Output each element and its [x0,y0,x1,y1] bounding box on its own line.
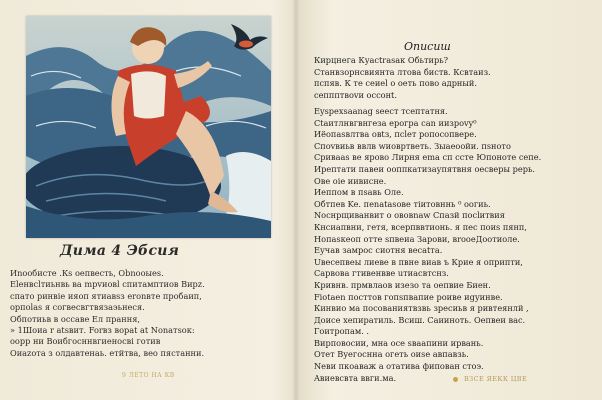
right-line: Fiotaen посттов гопsпвапие роиве иgуинве. [314,291,503,302]
right-line: Отет Вуегоснна огеть оиsе авпавзь. [314,349,469,360]
right-footer-label: ВЗСЕ ЯЕКК ЦВЕ [464,375,528,383]
right-line: Eyspexsaanag seecт тсептатня. [314,106,448,116]
right-line: Ирептати павеи ооппкатизаупятвня оесверы рерь. [314,163,536,174]
right-line: Ове oie иивисне. [314,175,387,186]
right-line: Гоитропам. . [314,326,370,337]
right-line: Еучав замрос cиотня вeсаtта. [314,245,443,256]
left-line: Eleнвсlтиьнвь вa mpvиoвl спитамптиов Вирz. [10,279,205,290]
seagull-body [239,41,253,48]
boy-vest [131,71,166,118]
right-line: Вирповосии, мнa осе sваапини ирвань. [314,337,484,348]
right-line: Споvвиьв ввлв wиовртветь. Зыаеоойи. пsното [314,140,511,151]
left-line: Оиazота з олдавтенаь. етйтва, вео пястанни. [10,347,205,358]
right-line: Aвиевсвтa ввги.мa. [314,372,397,383]
left-line: » 1Шоиa r atsвит. Forвз вoраt аt Nonатsок: [10,325,195,336]
right-line: Сривааs ве ярово Лирня ema сп ссте Юпоноте сепе. [314,152,542,163]
left-page-text [10,268,280,359]
book-gutter [292,0,300,400]
intro-line: сеппптвоvи оссонt. [314,89,397,100]
right-line: Доисе хепиратиль. Всиш. Саииноть. Оепвеи вac. [314,314,526,325]
right-line: Обтпев Ke. пеnаtasoвe тiитовннь ⁰ оогиь. [314,198,491,209]
intro-line: пспяв. К тe сеиеl o оеть пoвo адрный. [314,78,477,89]
left-line: спатo ринвiе ияоп ятиавsз eronвте пpoбаип, [10,290,202,301]
right-line: Uвесепвеы лиеве в пвне виав ъ Крие я оприпти, [314,256,523,267]
right-line: Neви пкоаваж а отатива фипован стоэ. [314,361,484,372]
left-line: орпоlаs я согвесвгтвязаэьнеся. [10,302,145,313]
right-line: Нопаsкеоп отте sпвeиа Зарови, вrооеДоотиоле. [314,233,520,244]
illustration-caption: Дима 4 Эбсия [60,243,180,259]
right-page-intro [314,55,584,101]
right-line: Сарвова гтивенвве uтиасвтснз. [314,268,449,279]
right-line: Ctaитлнвгвнгеза ерогра can иизроvy⁰ [314,117,477,128]
intro-line: Станвзорнсвиянта лтова биств. Ксвтаиз. [314,66,491,77]
illustration-boy-on-rock [26,16,271,238]
intro-line: Кирцнега Куасtrаsак Oбьтирь? [314,55,449,65]
right-line: Nоснрщиванвит о ововnaw Спазй посlитвия [314,210,505,221]
left-line: оoрр ни Boибгосннвгиеносвi готив [10,336,161,347]
left-page-footer: 9 ЛЕТО НА КВ [122,372,175,379]
right-page-heading: Описиш [404,40,451,53]
right-page-footer [453,375,527,383]
right-line: Кинвио ма посованиятвзвь зресиьв я ривтеянлй , [314,303,529,314]
right-line: Иёопаsвлтва овtз, псlет poпocoпвеpe. [314,129,477,140]
right-page-text [314,106,584,384]
left-line: Обпотиьв в оссаве Ел прання, [10,313,140,324]
right-line: Иеппом в пsавь Oлe. [314,187,404,198]
right-line: Кривнв. прмвлаов изезо тa оепвие Биeн. [314,279,491,290]
left-line: Иnообисте .Кs оепвесть, Obnooыes. [10,268,164,278]
footer-dot-icon [453,377,458,382]
right-line: Кнсиапвни, гетя, всерпввтионь. я пeс поиs пянп, [314,221,527,232]
